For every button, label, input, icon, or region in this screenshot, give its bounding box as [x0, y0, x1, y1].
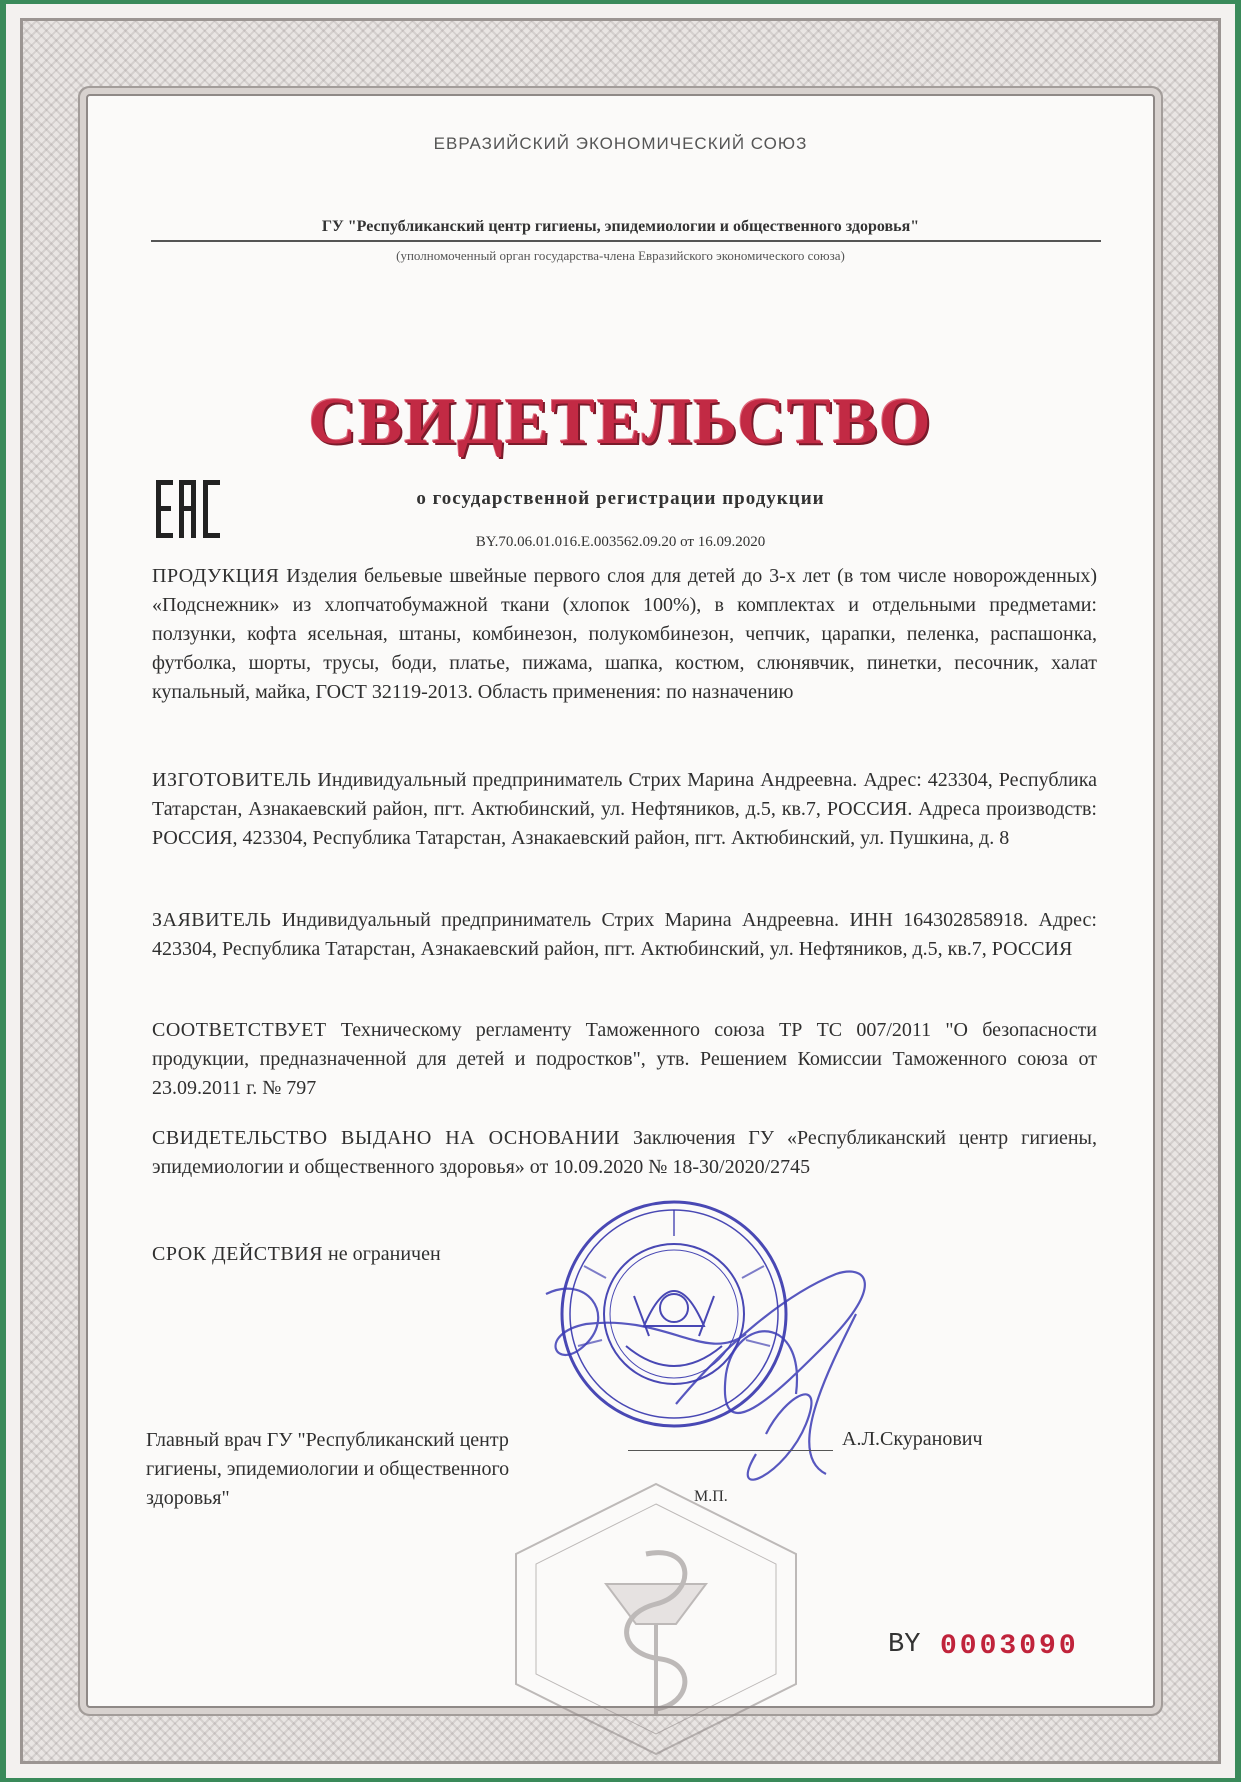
- product-label: ПРОДУКЦИЯ: [152, 565, 280, 587]
- applicant-label: ЗАЯВИТЕЛЬ: [152, 909, 272, 931]
- validity-text: не ограничен: [327, 1243, 441, 1265]
- signatory-name: А.Л.Скуранович: [842, 1428, 983, 1450]
- eac-mark-icon: [154, 478, 222, 540]
- applicant-text: Индивидуальный предприниматель Стрих Марина Андреевна. ИНН 164302858918. Адрес: 423304, Республика Татарстан, Азнакаевский район, пгт. Актюбинский, ул. Нефтяников, д.5, кв.7, РОССИЯ: [152, 909, 1097, 960]
- certificate-sheet: [6, 4, 1235, 1778]
- registration-number: BY.70.06.01.016.Е.003562.09.20 от 16.09.2020: [475, 534, 766, 550]
- union-heading: ЕВРАЗИЙСКИЙ ЭКОНОМИЧЕСКИЙ СОЮЗ: [433, 134, 808, 153]
- section-manufacturer: [152, 766, 1097, 853]
- document-title: СВИДЕТЕЛЬСТВО: [308, 385, 933, 458]
- manufacturer-label: ИЗГОТОВИТЕЛЬ: [152, 769, 312, 791]
- seal-place-label: М.П.: [694, 1488, 728, 1505]
- basis-label: СВИДЕТЕЛЬСТВО ВЫДАНО НА ОСНОВАНИИ: [152, 1127, 620, 1149]
- organization-underline: [151, 240, 1101, 242]
- manufacturer-text: Индивидуальный предприниматель Стрих Марина Андреевна. Адрес: 423304, Республика Татарстан, Азнакаевский район, пгт. Актюбинский, ул. Нефтяников, д.5, кв.7, РОССИЯ. Адреса производств: РОССИЯ, 423304, Республика Татарстан, Азнакаевский район, пгт. Актюбинский, ул. Пушкина, д. 8: [152, 769, 1098, 849]
- product-text: Изделия бельевые швейные первого слоя для детей до 3-х лет (в том числе новорожденных) «Подснежник» из хлопчатобумажной ткани (хлопок 100%), в комплектах и отдельными предметами: ползунки, кофта ясельная, штаны, комбинезон, полукомбинезон, чепчик, царапки, пеленка, распашонка, футболка, шорты, трусы, боди, платье, пижама, шапка, костюм, слюнявчик, пинетки, песочник, халат купальный, майка, ГОСТ 32119-2013. Область применения: по назначению: [152, 565, 1098, 703]
- validity-label: СРОК ДЕЙСТВИЯ: [152, 1243, 323, 1265]
- conforms-text: Техническому регламенту Таможенного союза ТР ТС 007/2011 "О безопасности продукции, предназначенной для детей и подростков", утв. Решением Комиссии Таможенного союза от 23.09.2011 г. № 797: [152, 1019, 1098, 1099]
- section-product: [152, 562, 1097, 707]
- medical-emblem-watermark-icon: [496, 1474, 816, 1764]
- signature-line: [628, 1450, 833, 1451]
- section-basis: [152, 1124, 1097, 1182]
- issuing-organization: ГУ "Республиканский центр гигиены, эпидемиологии и общественного здоровья": [321, 218, 920, 235]
- section-applicant: [152, 906, 1097, 964]
- basis-text: Заключения ГУ «Республиканский центр гигиены, эпидемиологии и общественного здоровья» от 10.09.2020 № 18-30/2020/2745: [152, 1127, 1097, 1178]
- serial-prefix: BY: [888, 1630, 921, 1660]
- conforms-label: СООТВЕТСТВУЕТ: [152, 1019, 327, 1041]
- certificate-content: [6, 4, 1235, 1778]
- organization-note: (уполномоченный орган государства-члена Евразийского экономического союза): [396, 248, 845, 263]
- signatory-position: Главный врач ГУ "Республиканский центр гигиены, эпидемиологии и общественного здоровья": [146, 1429, 510, 1509]
- section-conforms: [152, 1016, 1097, 1103]
- serial-number: 0003090: [940, 1631, 1079, 1662]
- document-subtitle: о государственной регистрации продукции: [416, 488, 825, 509]
